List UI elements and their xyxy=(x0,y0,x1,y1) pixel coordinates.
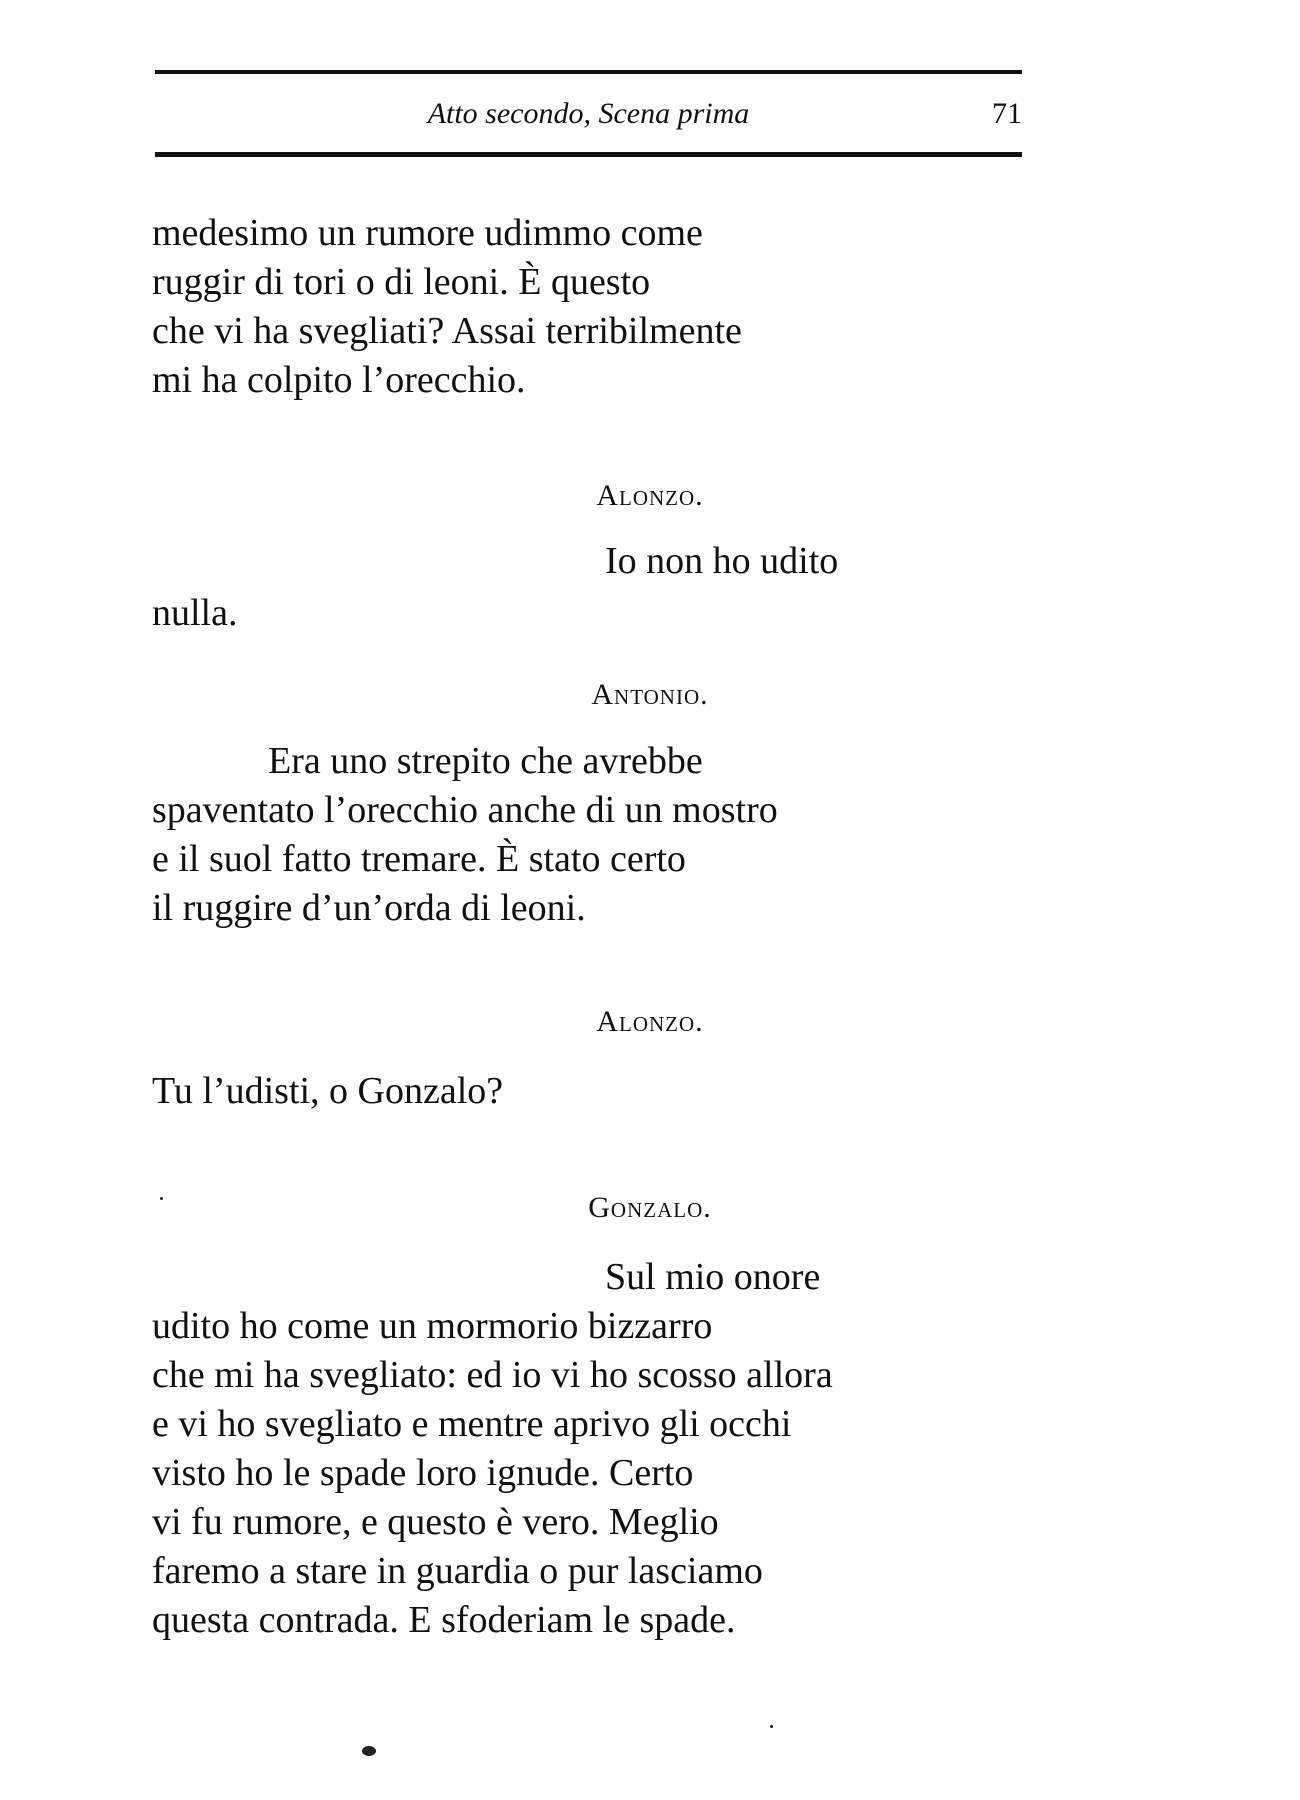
speaker-name: Alonzo. xyxy=(596,1005,704,1038)
running-title: Atto secondo, Scena prima xyxy=(427,97,750,130)
verse-line: visto ho le spade loro ignude. Certo xyxy=(152,1452,694,1494)
verse-line: medesimo un rumore udimmo come xyxy=(152,212,703,254)
header-rule-top xyxy=(155,70,1022,74)
verse-line: Sul mio onore xyxy=(605,1256,821,1298)
verse-line: ruggir di tori o di leoni. È questo xyxy=(152,261,651,303)
verse-line: e vi ho svegliato e mentre aprivo gli occhi xyxy=(152,1403,792,1445)
verse-line: e il suol fatto tremare. È stato certo xyxy=(152,838,686,880)
speaker-name: Alonzo. xyxy=(596,479,704,512)
verse-line: spaventato l’orecchio anche di un mostro xyxy=(152,789,778,831)
verse-line: il ruggire d’un’orda di leoni. xyxy=(152,887,586,929)
speaker-name: Antonio. xyxy=(591,678,709,711)
verse-line: Era uno strepito che avrebbe xyxy=(268,740,703,782)
verse-line: questa contrada. E sfoderiam le spade. xyxy=(152,1599,736,1641)
verse-line: che vi ha svegliati? Assai terribilmente xyxy=(152,310,742,352)
verse-line: faremo a stare in guardia o pur lasciamo xyxy=(152,1550,763,1592)
header-rule-bottom xyxy=(155,152,1022,157)
verse-line: udito ho come un mormorio bizzarro xyxy=(152,1305,713,1347)
ink-speck xyxy=(770,1725,773,1728)
verse-line: vi fu rumore, e questo è vero. Meglio xyxy=(152,1501,719,1543)
speaker-name: Gonzalo. xyxy=(588,1191,712,1224)
ink-speck xyxy=(362,1746,376,1756)
verse-line: nulla. xyxy=(152,592,238,634)
verse-line: Tu l’udisti, o Gonzalo? xyxy=(152,1070,504,1112)
verse-line: Io non ho udito xyxy=(605,540,839,582)
ink-speck xyxy=(160,1197,163,1200)
verse-line: mi ha colpito l’orecchio. xyxy=(152,359,526,401)
verse-line: che mi ha svegliato: ed io vi ho scosso allora xyxy=(152,1354,833,1396)
page-number: 71 xyxy=(992,97,1022,130)
